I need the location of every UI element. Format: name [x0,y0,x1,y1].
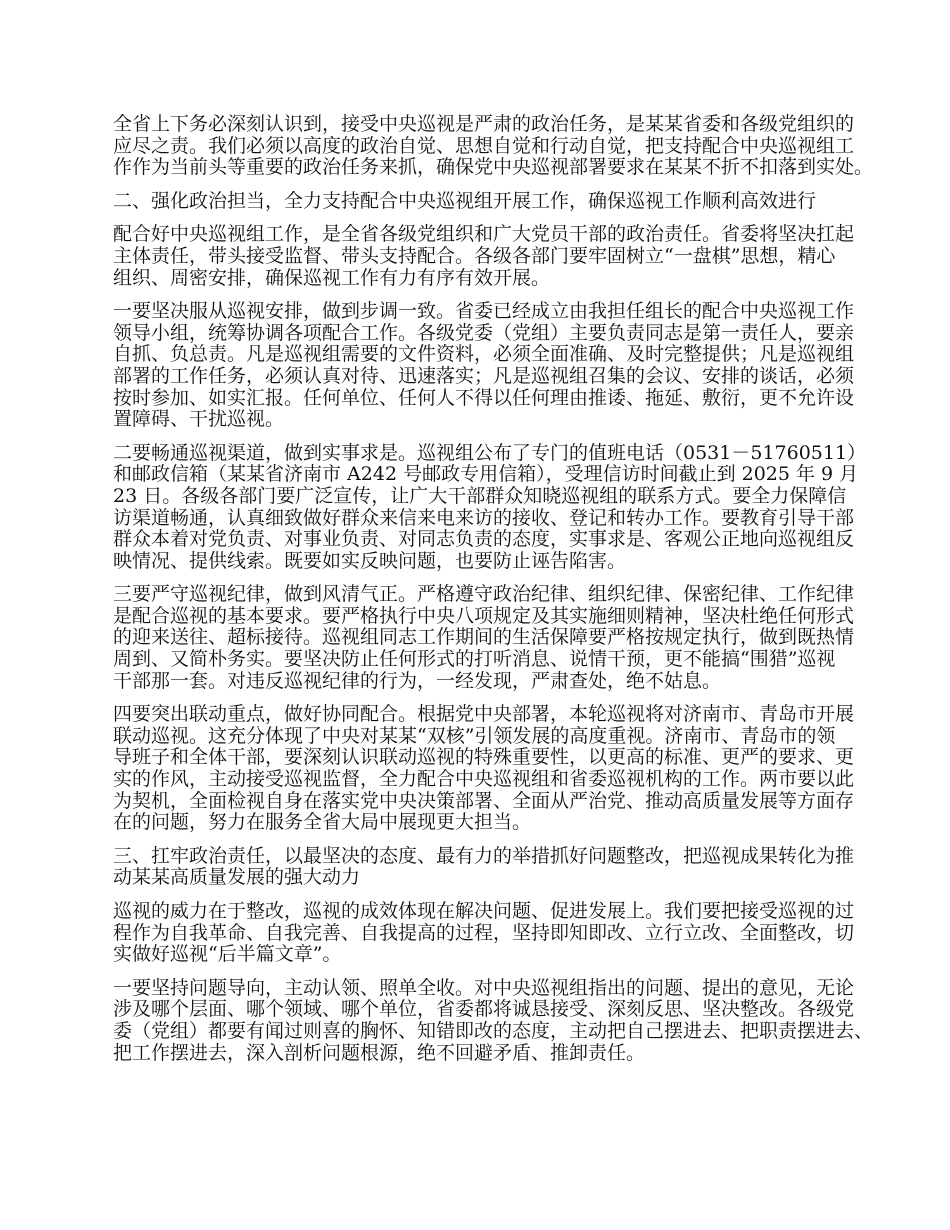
text-line: 动某某高质量发展的强大动力 [113,866,361,889]
document-body [113,113,874,1076]
text-line: 二要畅通巡视渠道，做到实事求是。巡视组公布了专门的值班电话（0531－51760511） [113,441,867,464]
text-line: 的迎来送往、超标接待。巡视组同志工作期间的生活保障要严格按规定执行，做到既热情 [113,626,855,649]
text-line: 作作为当前头等重要的政治任务来抓，确保党中央巡视部署要求在某某不折不扣落到实处。 [113,156,874,179]
text-line: 三要严守巡视纪律，做到风清气正。严格遵守政治纪律、组织纪律、保密纪律、工作纪律 [113,583,855,606]
text-line: 一要坚决服从巡视安排，做到步调一致。省委已经成立由我担任组长的配合中央巡视工作 [113,300,855,323]
text-line: 实做好巡视“后半篇文章”。 [113,943,342,966]
text-line: 主体责任，带头接受监督、带头支持配合。各级各部门要牢固树立“一盘棋”思想，精心 [113,244,836,267]
text-line: 一要坚持问题导向，主动认领、照单全收。对中央巡视组指出的问题、提出的意见，无论 [113,976,855,999]
text-line: 和邮政信箱（某某省济南市 A242 号邮政专用信箱），受理信访时间截止到 2025 年 9 月 [113,463,859,486]
text-line: 应尽之责。我们必须以高度的政治自觉、思想自觉和行动自觉，把支持配合中央巡视组工 [113,134,855,157]
paragraph [113,224,853,289]
text-line: 委（党组）都要有闻过则喜的胸怀、知错即改的态度，主动把自己摆进去、把职责摆进去、 [113,1019,874,1042]
text-line: 在的问题，努力在服务全省大局中展现更大担当。 [113,811,532,834]
text-line: 为契机，全面检视自身在落实党中央决策部署、全面从严治党、推动高质量发展等方面存 [113,789,855,812]
text-line: 组织、周密安排，确保巡视工作有力有序有效开展。 [113,266,551,289]
text-line: 配合好中央巡视组工作，是全省各级党组织和广大党员干部的政治责任。省委将坚决扛起 [113,223,855,246]
text-line: 周到、又简朴务实。要坚决防止任何形式的打听消息、说情干预，更不能搞“围猎”巡视 [113,648,836,671]
paragraph [113,976,874,1064]
text-line: 置障碍、干扰巡视。 [113,408,285,431]
text-line: 联动巡视。这充分体现了中央对某某“双核”引领发展的高度重视。济南市、青岛市的领 [113,724,836,747]
text-line: 导班子和全体干部，要深刻认识联动巡视的特殊重要性，以更高的标准、更严的要求、更 [113,746,855,769]
text-line: 23 日。各级各部门要广泛宣传，让广大干部群众知晓巡视组的联系方式。要全力保障信 [113,484,847,507]
text-line: 涉及哪个层面、哪个领域、哪个单位，省委都将诚恳接受、深刻反思、坚决整改。各级党 [113,998,855,1021]
text-line: 访渠道畅通，认真细致做好群众来信来电来访的接收、登记和转办工作。要教育引导干部 [113,506,855,529]
text-line: 按时参加、如实汇报。任何单位、任何人不得以任何理由推诿、拖延、敷衍，更不允许设 [113,386,855,409]
text-line: 二、强化政治担当，全力支持配合中央巡视组开展工作，确保巡视工作顺利高效进行 [113,189,817,212]
text-line: 是配合巡视的基本要求。要严格执行中央八项规定及其实施细则精神，坚决杜绝任何形式 [113,604,855,627]
section-heading [113,191,853,213]
text-line: 程作为自我革命、自我完善、自我提高的过程，坚持即知即改、立行立改、全面整改，切 [113,921,855,944]
text-line: 巡视的威力在于整改，巡视的成效体现在解决问题、促进发展上。我们要把接受巡视的过 [113,900,855,922]
text-line: 部署的工作任务，必须认真对待、迅速落实；凡是巡视组召集的会议、安排的谈话，必须 [113,364,855,387]
text-line: 群众本着对党负责、对事业负责、对同志负责的态度，实事求是、客观公正地向巡视组反 [113,528,855,551]
text-line: 实的作风，主动接受巡视监督，全力配合中央巡视组和省委巡视机构的工作。两市要以此 [113,768,855,791]
text-line: 全省上下务必深刻认识到，接受中央巡视是严肃的政治任务，是某某省委和各级党组织的 [113,113,855,135]
paragraph [113,901,853,966]
text-line: 自抓、负总责。凡是巡视组需要的文件资料，必须全面准确、及时完整提供；凡是巡视组 [113,343,855,366]
text-line: 四要突出联动重点，做好协同配合。根据党中央部署，本轮巡视将对济南市、青岛市开展 [113,703,855,726]
text-line: 把工作摆进去，深入剖析问题根源，绝不回避矛盾、推卸责任。 [113,1041,646,1064]
text-line: 三、扛牢政治责任，以最坚决的态度、最有力的举措抓好问题整改，把巡视成果转化为推 [113,844,855,867]
text-line: 映情况、提供线索。既要如实反映问题，也要防止诬告陷害。 [113,549,627,572]
paragraph [113,584,853,692]
paragraph [113,441,867,573]
text-line: 干部那一套。对违反巡视纪律的行为，一经发现，严肃查处，绝不姑息。 [113,669,722,692]
paragraph [113,301,853,431]
text-line: 领导小组，统筹协调各项配合工作。各级党委（党组）主要负责同志是第一责任人，要亲 [113,321,855,344]
paragraph [113,113,874,179]
paragraph [113,704,853,834]
section-heading [113,846,853,889]
